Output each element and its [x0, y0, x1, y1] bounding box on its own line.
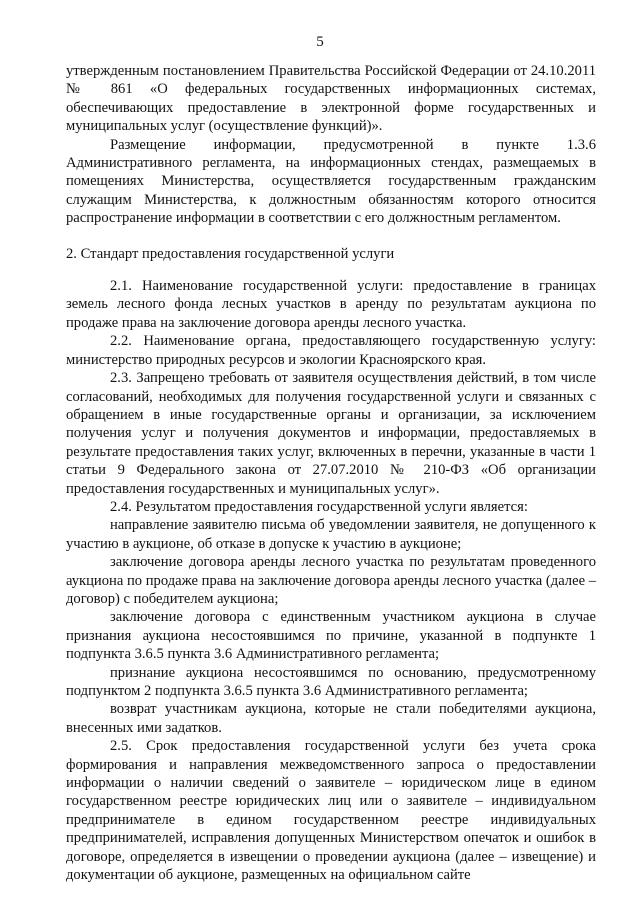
list-item-result-3: заключение договора с единственным участником аукциона в случае признания аукциона несостоявшимся по причине, указанной в подпункте 1 подпункта 3.6.5 пункта 3.6 Административного регламента; — [66, 609, 596, 663]
paragraph-2-1: 2.1. Наименование государственной услуги: предоставление в границах земель лесного фонда лесных участков в аренду по результатам аукциона по продаже права на заключение договора аренды лесного участка. — [66, 278, 596, 331]
list-item-result-4: признание аукциона несостоявшимся по основанию, предусмотренному подпунктом 2 подпункта 3.6.5 пункта 3.6 Административного регламента; — [66, 664, 596, 699]
document-body — [66, 62, 596, 884]
paragraph-continuation: утвержденным постановлением Правительства Российской Федерации от 24.10.2011 № 861 «О федеральных государственных информационных системах, обеспечивающих предоставление в электронной форме государственных и муниципальных услуг (осуществление функций)». — [66, 63, 596, 135]
list-item-result-1: направление заявителю письма об уведомлении заявителя, не допущенного к участию в аукционе, об отказе в допуске к участию в аукционе; — [66, 517, 596, 552]
page-number: 5 — [316, 34, 324, 50]
list-item-result-5: возврат участникам аукциона, которые не стали победителями аукциона, внесенных ими задатков. — [66, 701, 596, 736]
paragraph-2-5: 2.5. Срок предоставления государственной услуги без учета срока формирования и направления межведомственного запроса о предоставлении информации о наличии сведений о заявителе – юридическом лице в едином государственном реестре юридических лиц или о заявителе – индивидуальном предпринимателе в едином государственном реестре индивидуальных предпринимателей, исправления допущенных Министерством опечаток и ошибок в договоре, определяется в извещении о проведении аукциона (далее – извещение) и документации об аукционе, размещенных на официальном сайте — [66, 738, 596, 884]
paragraph-2-2: 2.2. Наименование органа, предоставляющего государственную услугу: министерство природных ресурсов и экологии Красноярского края. — [66, 333, 596, 368]
paragraph-info-placement: Размещение информации, предусмотренной в пункте 1.3.6 Административного регламента, на информационных стендах, размещаемых в помещениях Министерства, осуществляется государственным гражданским служащим Министерства, к должностным обязанностям которого относится распространение информации в соответствии с его должностным регламентом. — [66, 136, 596, 227]
paragraph-2-4: 2.4. Результатом предоставления государственной услуги является: — [110, 498, 528, 515]
paragraph-2-3: 2.3. Запрещено требовать от заявителя осуществления действий, в том числе согласований, необходимых для получения государственной услуги и связанных с обращением в иные государственные органы и организации, за исключением получения услуг и получения документов и информации, предоставляемых в результате предоставления таких услуг, включенных в перечни, указанные в части 1 статьи 9 Федерального закона от 27.07.2010 № 210-ФЗ «Об организации предоставления государственных и муниципальных услуг». — [66, 370, 596, 497]
list-item-result-2: заключение договора аренды лесного участка по результатам проведенного аукциона по продаже права на заключение договора аренды лесного участка (далее – договор) с победителем аукциона; — [66, 554, 596, 607]
section-heading: 2. Стандарт предоставления государственной услуги — [66, 245, 395, 262]
